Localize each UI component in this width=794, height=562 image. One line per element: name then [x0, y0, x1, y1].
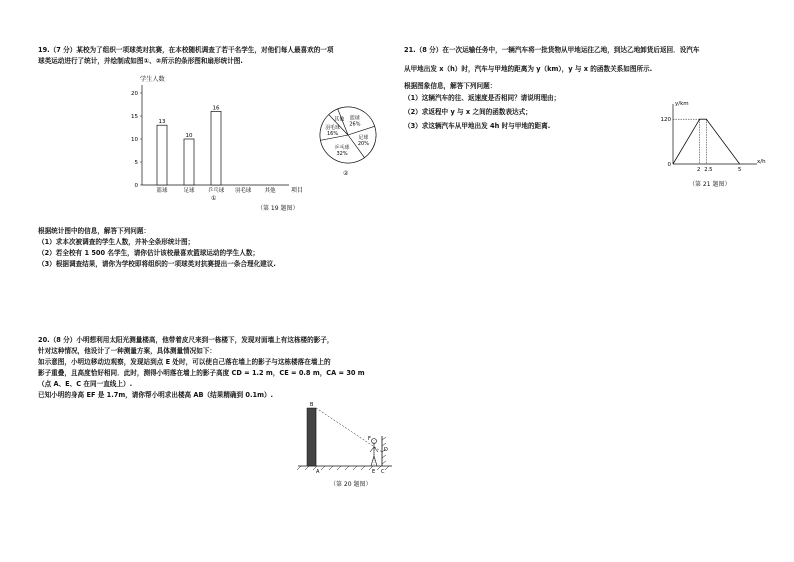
q20-stem-line6: 已知小明的身高 EF 是 1.7m，请你帮小明求出楼高 AB（结果精确到 0.1m）. [38, 391, 274, 399]
q21-sub2: （2）求返程中 y 与 x 之间的函数表达式； [404, 108, 532, 116]
q21-sub1: （1）这辆汽车的往、返速度是否相同？请说明理由； [404, 94, 561, 102]
slice-label: 其他 [334, 116, 345, 123]
q19-caption: （第 19 题图） [257, 205, 299, 212]
slice-percent: 16% [326, 130, 339, 137]
x-tick-label: 5 [738, 167, 742, 173]
q20-caption: （第 20 题图） [330, 481, 372, 488]
y-tick-label: 0 [134, 183, 138, 189]
y-tick-label: 120 [660, 117, 671, 124]
building [307, 408, 316, 466]
slice-label: 羽毛球 [325, 124, 341, 131]
x-tick-label: 乒乓球 [207, 188, 225, 194]
y-axis-label: 学生人数 [140, 76, 165, 83]
point-label-A: A [316, 469, 320, 475]
bar [157, 125, 167, 185]
q19-pie-chart [318, 105, 398, 185]
q20-stem-line2: 针对这种情况，他设计了一种测量方案，具体测量情况如下： [38, 347, 217, 355]
y-tick-label: 5 [134, 160, 138, 166]
slice-label: 乒乓球 [334, 145, 350, 152]
x-axis-label: x/h [757, 159, 766, 165]
y-tick-label: 10 [131, 137, 138, 143]
q19-stem-line2: 球类运动进行了统计，并绘制成如图①、②所示的条形图和扇形统计图. [38, 57, 243, 65]
point-label-C: C [381, 469, 385, 475]
slice-label: 篮球 [349, 115, 360, 122]
q21-sub3: （3）求这辆汽车从甲地出发 4h 时与甲地的距离. [404, 122, 551, 130]
point-label-B: B [310, 402, 314, 408]
y-tick-label: 20 [131, 91, 138, 97]
slice-percent: 26% [349, 121, 361, 128]
q19-sub2: （2）若全校有 1 500 名学生，请你估计该校最喜欢篮球运动的学生人数； [38, 249, 260, 257]
q20-stem-line4: 影子重叠，且高度恰好相同．此时，测得小明落在墙上的影子高度 CD = 1.2 m，CE = 0.8 m，CA = 30 m [38, 369, 365, 377]
slice-percent: 32% [336, 151, 348, 158]
q19-prompt: 根据统计图中的信息，解答下列问题： [38, 227, 151, 235]
x-tick-label: 篮球 [156, 188, 168, 194]
x-tick-label: 2.5 [704, 167, 713, 173]
x-axis-label: 项目 [291, 187, 304, 194]
slice-percent: 20% [357, 141, 370, 148]
q19-stem-line1: 19.（7 分）某校为了组织一项球类对抗赛，在本校随机调查了若干名学生，对他们每人最喜欢的一项 [38, 46, 334, 54]
x-tick-label: 2 [697, 167, 701, 173]
q20-stem-line3: 如示意图，小明边移动边观察，发现站到点 E 处时，可以使自己落在墙上的影子与这栋楼落在墙上的 [38, 358, 331, 366]
y-tick-label: 15 [131, 114, 138, 120]
q21-line-chart [655, 100, 765, 180]
q20-diagram [295, 400, 405, 480]
q19-sub3: （3）根据调查结果，请你为学校即将组织的一项球类对抗赛提出一条合理化建议. [38, 260, 276, 268]
bar [184, 139, 194, 185]
y-axis-label: y/km [675, 101, 689, 107]
y-tick-label: 0 [667, 162, 671, 168]
data-label: 10 [185, 133, 193, 139]
slice-label: 足球 [358, 135, 369, 142]
q19-sub1: （1）求本次被调查的学生人数，并补全条形统计图； [38, 238, 195, 246]
point-label-F: F [368, 436, 371, 442]
x-tick-label: 足球 [183, 188, 195, 194]
x-tick-label: 羽毛球 [234, 188, 252, 194]
x-tick-label: 其他 [264, 188, 276, 194]
q21-caption: （第 21 题图） [689, 181, 731, 188]
point-label-E: E [372, 469, 376, 475]
q19-bar-chart [120, 70, 320, 194]
point-label-D: D [384, 447, 388, 453]
bar [211, 111, 221, 185]
data-label: 13 [158, 119, 166, 126]
q21-stem-line2: 从甲地出发 x（h）时，汽车与甲地的距离为 y（km），y 与 x 的函数关系如图所示. [404, 65, 653, 73]
q19-fig2-label: ② [343, 170, 349, 177]
q21-stem-line1: 21.（8 分）在一次运输任务中，一辆汽车将一批货物从甲地运往乙地，到达乙地卸货后返回．设汽车 [404, 46, 700, 54]
q21-prompt: 根据图象信息，解答下列问题： [404, 82, 497, 90]
q20-stem-line5: （点 A、E、C 在同一直线上）. [38, 380, 133, 388]
q19-fig1-label: ① [211, 195, 217, 202]
data-label: 16 [212, 105, 220, 112]
q20-stem-line1: 20.（8 分）小明想利用太阳光测量楼高，他带着皮尺来到一栋楼下，发现对面墙上有这栋楼的影子， [38, 336, 334, 344]
